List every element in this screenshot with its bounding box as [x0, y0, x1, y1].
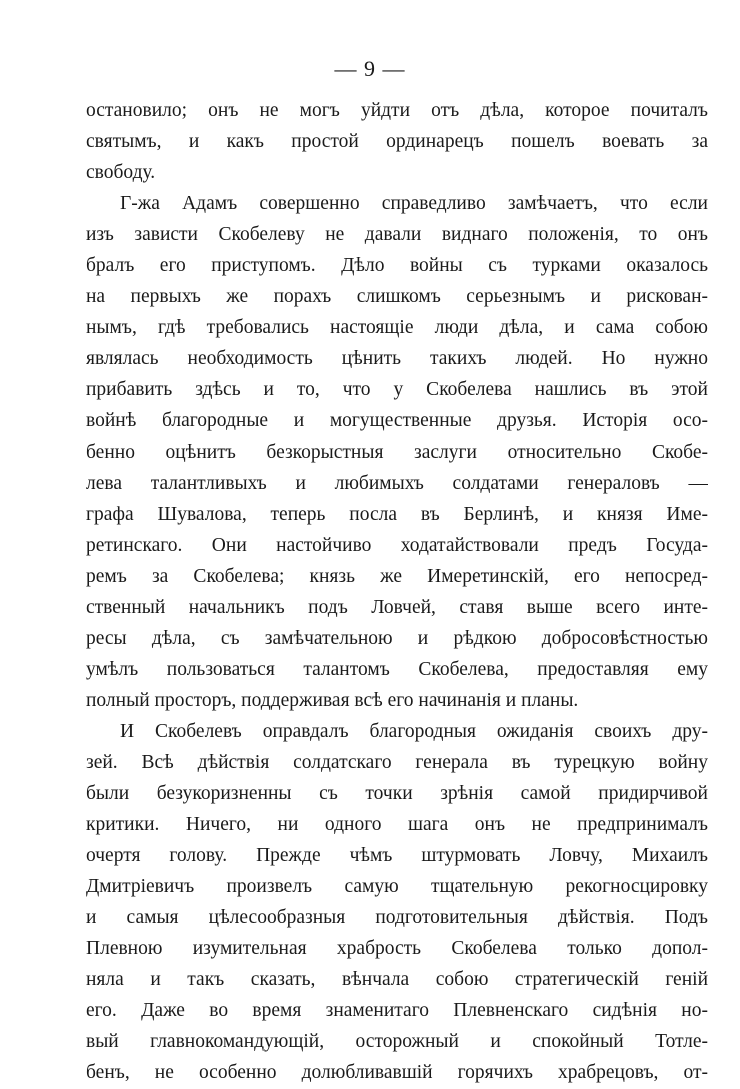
- text-line: ретинскаго. Они настойчиво ходатайствовали предъ Госуда-: [86, 534, 708, 556]
- text-line: бенъ, не особенно долюбливавшій горячихъ храбрецовъ, от-: [86, 1062, 708, 1084]
- text-line: очертя голову. Прежде чѣмъ штурмовать Ловчу, Михаилъ: [86, 845, 708, 867]
- text-line: святымъ, и какъ простой ординарецъ пошелъ воевать за: [86, 131, 708, 153]
- text-line: Плевною изумительная храбрость Скобелева только допол-: [86, 938, 708, 960]
- text-line: прибавить здѣсь и то, что у Скобелева нашлись въ этой: [86, 379, 708, 401]
- text-line: лева талантливыхъ и любимыхъ солдатами генераловъ —: [86, 472, 708, 494]
- text-line: являлась необходимость цѣнить такихъ людей. Но нужно: [86, 348, 708, 370]
- text-line: критики. Ничего, ни одного шага онъ не предпринималъ: [86, 814, 708, 836]
- text-line: няла и такъ сказать, вѣнчала собою стратегическій геній: [86, 969, 708, 991]
- text-line: Дмитріевичъ произвелъ самую тщательную рекогносцировку: [86, 876, 708, 898]
- text-line: на первыхъ же порахъ слишкомъ серьезнымъ и рискован-: [86, 286, 708, 308]
- text-line: зей. Всѣ дѣйствія солдатскаго генерала въ турецкую войну: [86, 751, 708, 773]
- text-line: остановило; онъ не могъ уйдти отъ дѣла, которое почиталъ: [86, 100, 708, 121]
- text-line: войнѣ благородные и могущественные друзья. Исторія осо-: [86, 410, 708, 432]
- text-line: бенно оцѣнитъ безкорыстныя заслуги относительно Скобе-: [86, 441, 708, 463]
- page-number: — 9 —: [334, 56, 406, 81]
- text-line: бралъ его приступомъ. Дѣло войны съ турками оказалось: [86, 255, 708, 277]
- text-line: и самыя цѣлесообразныя подготовительныя дѣйствія. Подъ: [86, 907, 708, 929]
- text-line: ремъ за Скобелева; князь же Имеретинскій, его непосред-: [86, 565, 708, 587]
- text-line: его. Даже во время знаменитаго Плевненскаго сидѣнія но-: [86, 1000, 708, 1022]
- text-line: свободу.: [86, 162, 156, 184]
- text-line: графа Шувалова, теперь посла въ Берлинѣ, и князя Име-: [86, 503, 708, 525]
- text-line: нымъ, гдѣ требовались настоящіе люди дѣла, и сама собою: [86, 317, 708, 339]
- text-line: умѣлъ пользоваться талантомъ Скобелева, предоставляя ему: [86, 658, 708, 680]
- text-line: вый главнокомандующій, осторожный и спокойный Тотле-: [86, 1031, 708, 1053]
- text-line: были безукоризненны съ точки зрѣнія самой придирчивой: [86, 783, 708, 805]
- text-line: ресы дѣла, съ замѣчательною и рѣдкою добросовѣстностью: [86, 627, 708, 649]
- text-line: полный просторъ, поддерживая всѣ его начинанія и планы.: [86, 689, 579, 711]
- page-body-text: [86, 95, 708, 1089]
- text-line: ственный начальникъ подъ Ловчей, ставя выше всего инте-: [86, 596, 708, 618]
- text-line: И Скобелевъ оправдалъ благородныя ожиданія своихъ дру-: [120, 720, 708, 742]
- text-line: Г-жа Адамъ совершенно справедливо замѣчаетъ, что если: [120, 193, 708, 215]
- text-line: изъ зависти Скобелеву не давали виднаго положенія, то онъ: [86, 224, 708, 246]
